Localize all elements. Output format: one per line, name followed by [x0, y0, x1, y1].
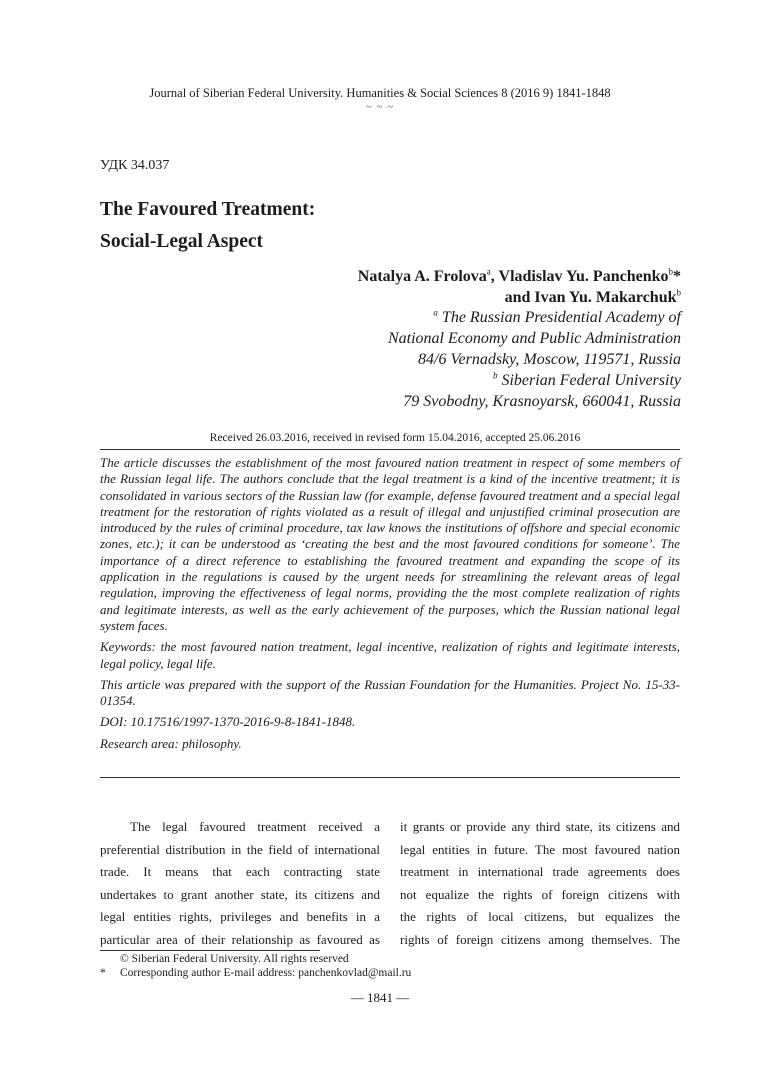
affiliation-a-line-1: [388, 307, 681, 328]
affiliation-a-mark: a: [433, 307, 438, 318]
body-line: not equalize the rights of foreign citizens with: [400, 886, 680, 902]
funding-note: This article was prepared with the support of the Russian Foundation for the Humanities. Project No. 15-33-01354.: [100, 676, 680, 709]
body-line: treatment in international trade agreements does: [400, 864, 680, 880]
author-frolova-affil-mark: a: [486, 266, 491, 277]
title-line-1: The Favoured Treatment:: [100, 199, 316, 220]
footnote-rule: [100, 950, 320, 951]
title-line-2: Social-Legal Aspect: [100, 231, 264, 252]
body-column-left: [100, 816, 380, 952]
body-line: legal entities in future. The most favoured nation: [400, 841, 680, 857]
udk-code: УДК 34.037: [100, 158, 170, 173]
abstract-top-rule: [100, 449, 680, 450]
author-frolova: Natalya A. Frolova: [357, 268, 487, 285]
journal-header: Journal of Siberian Federal University. Humanities & Social Sciences 8 (2016 9) 1841-1848: [149, 86, 611, 100]
authors-line-2: [358, 287, 681, 308]
affiliation-b-address: 79 Svobodny, Krasnoyarsk, 660041, Russia: [403, 393, 681, 410]
body-line: rights of foreign citizens among themselves. The: [400, 931, 680, 947]
body-line: legal entities rights, privileges and benefits in a: [100, 909, 380, 925]
footnote-star: *: [100, 967, 106, 979]
page-number: — 1841 —: [350, 990, 410, 1005]
body-line: preferential distribution in the field of international: [100, 841, 380, 857]
author-makarchuk: and Ivan Yu. Makarchuk: [504, 289, 677, 306]
body-line: the rights of local citizens, but equalizes the: [400, 909, 680, 925]
body-line: it grants or provide any third state, its citizens and: [400, 819, 680, 834]
body-line: The legal favoured treatment received a: [130, 819, 380, 834]
corresponding-author-footnote: [100, 967, 411, 979]
author-separator: ,: [490, 268, 499, 285]
research-area: Research area: philosophy.: [100, 735, 242, 751]
affiliation-b-line-1: [388, 370, 681, 391]
corresponding-author-mark: *: [673, 268, 681, 285]
authors-line-1: [358, 266, 681, 287]
body-line: trade. It means that each contracting state: [100, 864, 380, 880]
abstract-text: The article discusses the establishment of the most favoured nation treatment in respect of some members of the Russian legal life. The authors conclude that the legal treatment is a kind of the incentive treatment; it is consolidated in various sectors of the Russian law (for example, defense favoured treatment and a special legal treatment for the restoration of rights violated as a result of illegal and unjustified criminal prosecution are introduced by the rules of criminal procedure, tax law knows the institutions of offshore and special economic zones, etc.); it can be understood as ‘creating the best and the most favoured conditions for someone’. The importance of a direct reference to establishing the favoured treatment and expanding the scope of its application in the regulations is caused by the urgent needs for streamlining the relevant areas of legal regulation, improving the effectiveness of legal norms, providing the the most complete realization of rights and legitimate interests, as well as the early achievement of the purposes, which the Russian national legal system faces.: [100, 455, 680, 633]
body-line: particular area of their relationship as favoured as: [100, 931, 380, 947]
affiliation-a-name: The Russian Presidential Academy of: [437, 309, 681, 326]
affiliation-b-name: Siberian Federal University: [497, 372, 681, 389]
corresponding-email: Corresponding author E-mail address: panchenkovlad@mail.ru: [120, 967, 412, 979]
copyright-footnote: © Siberian Federal University. All rights reserved: [120, 953, 349, 965]
author-makarchuk-affil-mark: b: [676, 287, 681, 298]
article-title: [100, 194, 315, 258]
doi: DOI: 10.17516/1997-1370-2016-9-8-1841-1848.: [100, 714, 356, 730]
body-column-right: [400, 816, 680, 952]
keywords: Keywords: the most favoured nation treatment, legal incentive, realization of rights and legitimate interests, legal policy, legal life.: [100, 639, 680, 671]
header-ornament: ~ ~ ~: [365, 101, 395, 113]
affiliations: [388, 307, 681, 412]
abstract-bottom-rule: [100, 777, 680, 778]
author-panchenko: Vladislav Yu. Panchenko: [498, 268, 669, 285]
affiliation-a-line-2: National Economy and Public Administration: [387, 330, 681, 347]
received-dates: Received 26.03.2016, received in revised form 15.04.2016, accepted 25.06.2016: [209, 432, 581, 444]
body-line: undertakes to grant another state, its citizens and: [100, 886, 380, 902]
affiliation-a-address: 84/6 Vernadsky, Moscow, 119571, Russia: [418, 351, 681, 368]
author-list: [358, 266, 681, 308]
affiliation-b-mark: b: [492, 370, 498, 381]
author-panchenko-affil-mark: b: [668, 266, 673, 277]
abstract-block: [100, 455, 680, 757]
